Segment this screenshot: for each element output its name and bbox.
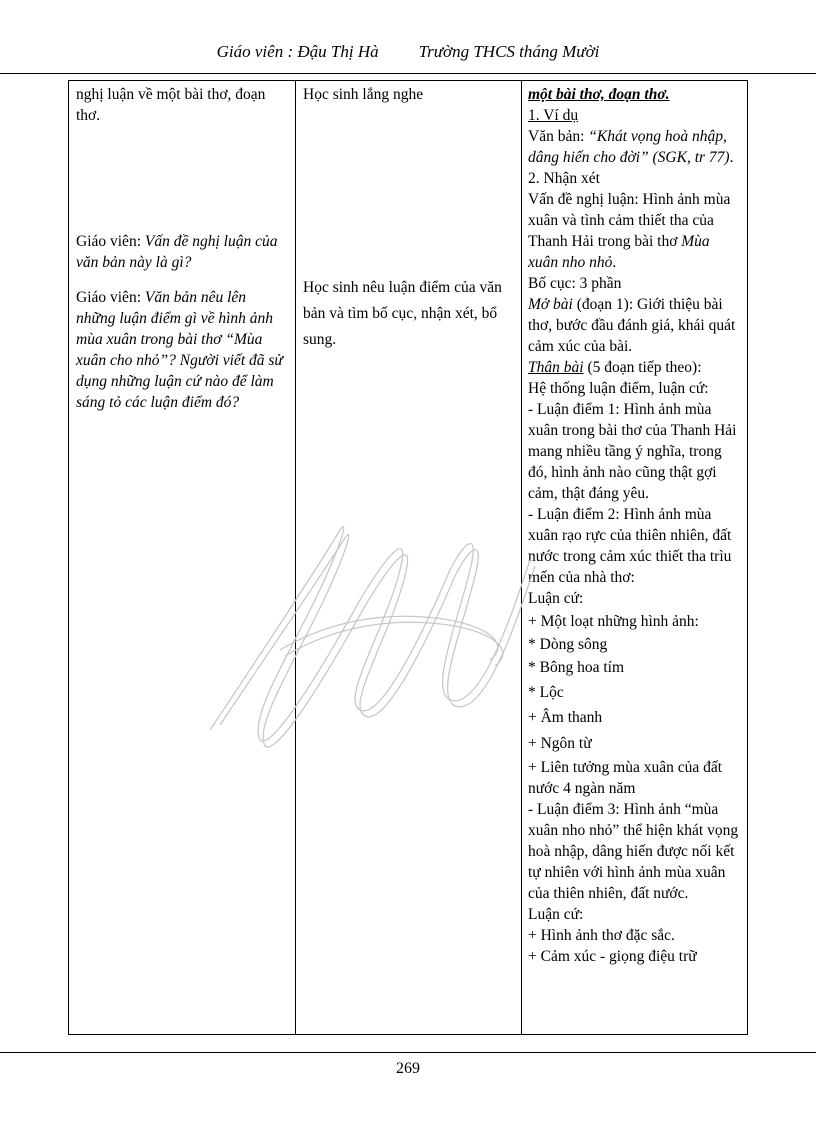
page-header	[0, 42, 816, 62]
q1-prefix: Giáo viên:	[76, 233, 145, 250]
body-desc: (5 đoạn tiếp theo):	[583, 359, 702, 376]
evidence-item: + Ngôn từ	[528, 735, 592, 752]
teacher-activity-column	[69, 81, 296, 1034]
intro-text	[528, 294, 741, 357]
evidence-item: + Cảm xúc - giọng điệu trữ	[528, 948, 697, 965]
content-column	[522, 81, 747, 1034]
teacher-question-2	[76, 287, 289, 413]
evidence-label-1: Luận cứ:	[528, 590, 584, 607]
evidence-item: * Dòng sông	[528, 636, 608, 653]
intro-desc: (đoạn 1): Giới thiệu bài thơ, bước đầu đánh giá, khái quát cảm xúc của bài.	[528, 296, 736, 355]
q2-prefix: Giáo viên:	[76, 289, 145, 306]
evidence-item: + Âm thanh	[528, 709, 603, 726]
issue-suffix: .	[612, 254, 617, 271]
body-label: Thân bài	[528, 359, 584, 376]
col1-intro-text: nghị luận về một bài thơ, đoạn thơ.	[76, 86, 266, 124]
footer-rule	[0, 1052, 816, 1053]
col2-response-text: Học sinh nêu luận điểm của văn bản và tìm bố cục, nhận xét, bổ sung.	[303, 279, 502, 348]
source-prefix: Văn bản:	[528, 128, 589, 145]
remark-label: 2. Nhận xét	[528, 170, 600, 187]
intro-label: Mở bài	[528, 296, 573, 313]
issue-prefix: Vấn đề nghị luận: Hình ảnh mùa xuân và tình cảm thiết tha của Thanh Hải trong bài thơ	[528, 191, 731, 250]
issue-poem: Mùa xuân nho nhỏ	[528, 233, 710, 271]
source-suffix: .	[729, 149, 734, 166]
teacher-question-1	[76, 231, 289, 273]
body-text	[528, 357, 741, 378]
evidence-item: * Bông hoa tím	[528, 659, 625, 676]
section-title: một bài thơ, đoạn thơ.	[528, 86, 670, 103]
issue-text	[528, 189, 741, 273]
point-2: - Luận điểm 2: Hình ảnh mùa xuân rạo rực của thiên nhiên, đất nước trong cảm xúc thiết tha trìu mến của nhà thơ:	[528, 506, 732, 586]
student-activity-column	[296, 81, 522, 1034]
source-title: “Khát vọng hoà nhập, dâng hiến cho đời” (SGK, tr 77)	[528, 128, 730, 166]
evidence-item: + Một loạt những hình ảnh:	[528, 613, 699, 630]
layout-text: Bố cục: 3 phần	[528, 275, 622, 292]
evidence-item: + Hình ảnh thơ đặc sắc.	[528, 927, 675, 944]
header-school: Trường THCS tháng Mười	[418, 42, 600, 61]
page-number: 269	[396, 1060, 420, 1077]
point-1: - Luận điểm 1: Hình ảnh mùa xuân trong bài thơ của Thanh Hải mang nhiều tầng ý nghĩa, trong đó, hình ảnh nào cũng thật gợi cảm, thật đáng yêu.	[528, 401, 737, 502]
q1-text: Vấn đề nghị luận của văn bản này là gì?	[76, 233, 278, 271]
point-3: - Luận điểm 3: Hình ảnh “mùa xuân nho nhỏ” thể hiện khát vọng hoà nhập, dâng hiến được nối kết tự nhiên với hình ảnh mùa xuân của thiên nhiên, đất nước.	[528, 801, 739, 902]
col2-listen-text: Học sinh lắng nghe	[303, 86, 424, 103]
lesson-table	[68, 80, 748, 1035]
source-text	[528, 126, 741, 168]
evidence-item: * Lộc	[528, 684, 564, 701]
header-teacher: Giáo viên : Đậu Thị Hà	[216, 42, 379, 61]
evidence-label-2: Luận cứ:	[528, 906, 584, 923]
q2-text: Văn bản nêu lên những luận điểm gì về hình ảnh mùa xuân trong bài thơ “Mùa xuân cho nhỏ”? Người viết đã sử dụng những luận cứ nào để làm sáng tỏ các luận điểm đó?	[76, 289, 283, 411]
header-rule	[0, 73, 816, 74]
system-text: Hệ thống luận điểm, luận cứ:	[528, 380, 709, 397]
evidence-item: + Liên tưởng mùa xuân của đất nước 4 ngàn năm	[528, 759, 723, 797]
example-label: 1. Ví dụ	[528, 107, 579, 124]
